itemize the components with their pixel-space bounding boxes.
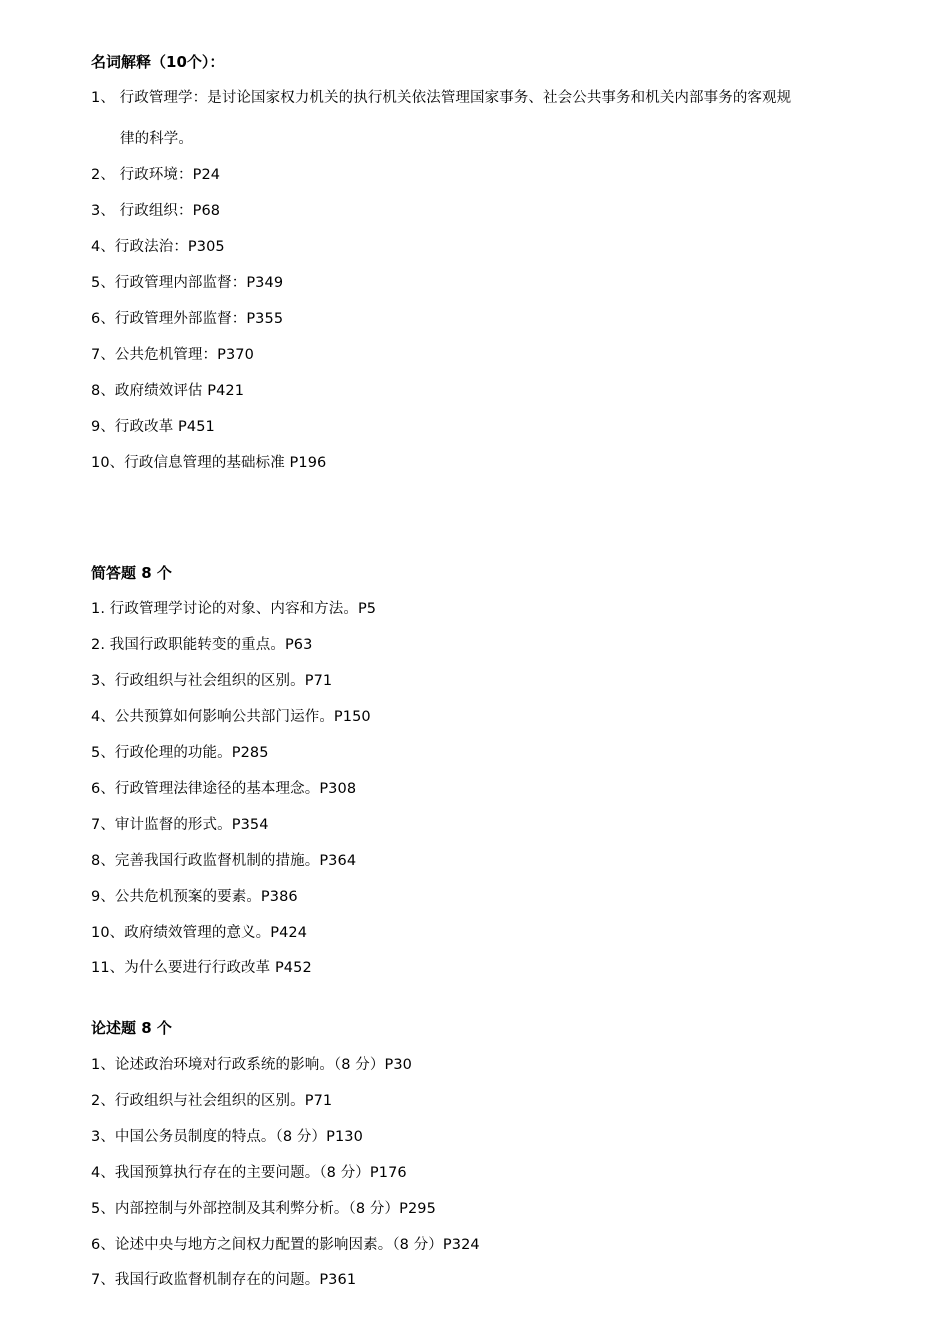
list-item: 7、公共危机管理：P370 <box>91 347 254 363</box>
list-item: 2、 行政环境：P24 <box>91 167 221 183</box>
list-item: 6、行政管理外部监督：P355 <box>91 311 284 327</box>
list-item: 9、行政改革 P451 <box>91 419 215 435</box>
list-item: 4、行政法治：P305 <box>91 239 225 255</box>
list-item: 10、行政信息管理的基础标准 P196 <box>91 455 327 471</box>
list-item: 3、行政组织与社会组织的区别。P71 <box>91 673 333 689</box>
list-item: 1、 行政管理学：是讨论国家权力机关的执行机关依法管理国家事务、社会公共事务和机关内部事务的客观规 <box>91 90 792 106</box>
list-item: 8、完善我国行政监督机制的措施。P364 <box>91 853 357 869</box>
list-item: 1. 行政管理学讨论的对象、内容和方法。P5 <box>91 601 377 617</box>
list-item: 8、政府绩效评估 P421 <box>91 383 245 399</box>
list-item: 6、论述中央与地方之间权力配置的影响因素。（8 分）P324 <box>91 1237 480 1253</box>
list-item: 5、行政伦理的功能。P285 <box>91 745 269 761</box>
list-item: 11、为什么要进行行政改革 P452 <box>91 960 312 976</box>
list-item: 2. 我国行政职能转变的重点。P63 <box>91 637 313 653</box>
list-item: 3、 行政组织：P68 <box>91 203 221 219</box>
list-item: 6、行政管理法律途径的基本理念。P308 <box>91 781 357 797</box>
list-item: 5、内部控制与外部控制及其利弊分析。（8 分）P295 <box>91 1201 436 1217</box>
list-item: 5、行政管理内部监督：P349 <box>91 275 284 291</box>
list-item: 4、我国预算执行存在的主要问题。（8 分）P176 <box>91 1165 407 1181</box>
list-item: 7、审计监督的形式。P354 <box>91 817 269 833</box>
section-heading-short-answer: 简答题 8 个 <box>91 564 172 582</box>
list-item-continuation: 律的科学。 <box>120 131 193 147</box>
list-item: 7、我国行政监督机制存在的问题。P361 <box>91 1272 357 1288</box>
list-item: 10、政府绩效管理的意义。P424 <box>91 925 308 941</box>
list-item: 4、公共预算如何影响公共部门运作。P150 <box>91 709 371 725</box>
list-item: 3、中国公务员制度的特点。（8 分）P130 <box>91 1129 363 1145</box>
section-heading-terms: 名词解释（10个）： <box>91 53 225 71</box>
list-item: 2、行政组织与社会组织的区别。P71 <box>91 1093 333 1109</box>
list-item: 9、公共危机预案的要素。P386 <box>91 889 298 905</box>
list-item: 1、论述政治环境对行政系统的影响。（8 分）P30 <box>91 1057 413 1073</box>
section-heading-essay: 论述题 8 个 <box>91 1019 172 1037</box>
